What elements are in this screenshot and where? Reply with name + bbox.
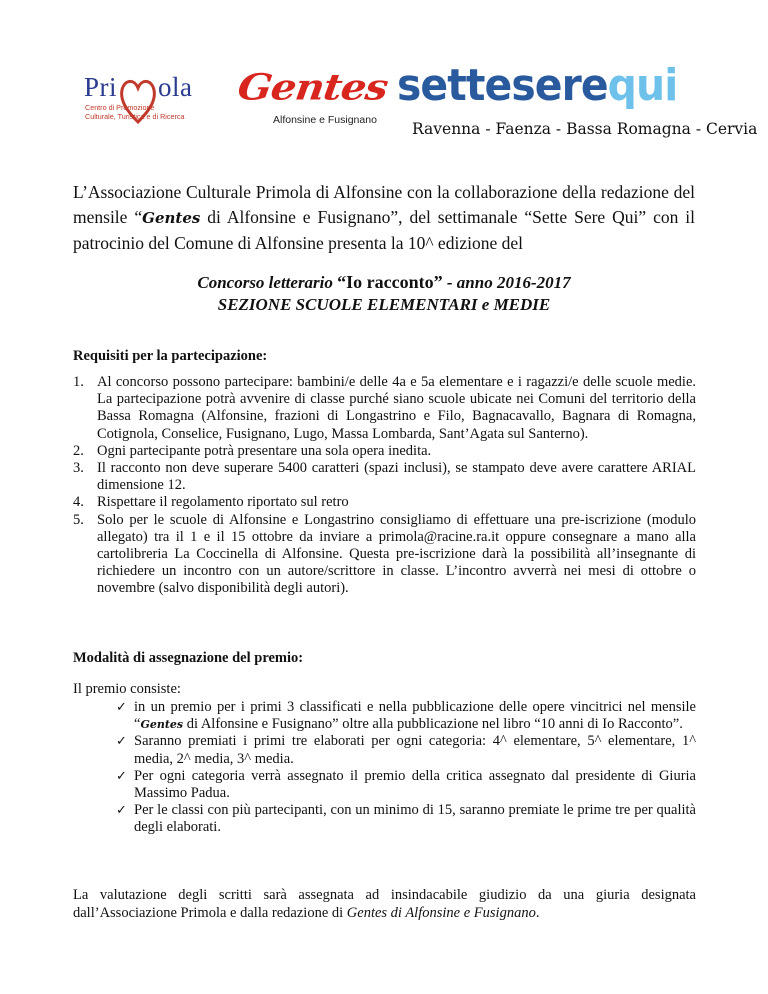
primola-subtitle-2: Culturale, Turistica e di Ricerca [85,112,185,121]
list-item: 1. Al concorso possono partecipare: bambini/e delle 4a e 5a elementare e i ragazzi/e delle scuole medie. La partecipazione potrà avvenire di classe purché siano scuole ubicate nei Comuni del territorio della Bassa Romagna (Alfonsine, frazioni di Longastrino e Filo, Bagnacavallo, Bagnara di Romagna, Cotignola, Conselice, Fusignano, Lugo, Massa Lombarda, Sant’Agata sul Santerno). [73,374,696,442]
header-logos [0,0,768,150]
award-intro: Il premio consiste: [73,681,181,697]
list-item: ✓ Saranno premiati i primi tre elaborati per ogni categoria: 4^ elementare, 5^ elementare, 1^ media, 2^ media, 3^ media. [116,733,696,767]
list-item: 4. Rispettare il regolamento riportato sul retro [73,494,349,511]
gentes-inline-logo: Gentes [142,209,201,227]
gentes-logo [235,66,391,130]
primola-logo-text-b: ola [158,72,193,102]
gentes-inline-logo: Gentes [140,718,184,732]
primola-logo-text-a: Pri [84,72,118,102]
gentes-logo-text: Gentes [235,66,391,109]
checkmark-icon: ✓ [116,768,127,784]
list-item: ✓ Per le classi con più partecipanti, con un minimo di 15, saranno premiate le prime tre per qualità degli elaborati. [116,802,696,836]
list-item: ✓ in un premio per i primi 3 classificati e nella pubblicazione delle opere vincitrici nel mensile “Gentes di Alfonsine e Fusignano” oltre alla pubblicazione nel libro “10 anni di Io Racconto”. [116,699,696,733]
primola-logo [78,72,230,130]
gentes-logo-subtitle: Alfonsine e Fusignano [273,114,377,126]
evaluation-paragraph: La valutazione degli scritti sarà assegnata ad insindacabile giudizio da una giuria designata dall’Associazione Primola e dalla redazione di Gentes di Alfonsine e Fusignano. [73,887,696,921]
award-heading: Modalità di assegnazione del premio: [73,650,304,666]
contest-section: SEZIONE SCUOLE ELEMENTARI e MEDIE [217,295,551,314]
list-item: ✓ Per ogni categoria verrà assegnato il premio della critica assegnato dal presidente di Giuria Massimo Padua. [116,767,696,802]
list-item: 2. Ogni partecipante potrà presentare una sola opera inedita. [73,442,432,459]
intro-paragraph: L’Associazione Culturale Primola di Alfonsine con la collaborazione della redazione del mensile “Gentes di Alfonsine e Fusignano”, del settimanale “Sette Sere Qui” con il patrocinio del Comune di Alfonsine presenta la 10^ edizione del [73,182,695,253]
checkmark-icon: ✓ [116,700,127,715]
settesere-logo-text: setteserequi [397,60,678,111]
award-list [116,699,696,837]
settesere-logo [397,60,737,114]
list-item: 3. Il racconto non deve superare 5400 caratteri (spazi inclusi), se stampato deve avere carattere ARIAL dimensione 12. [73,460,696,494]
requirements-heading: Requisiti per la partecipazione: [73,348,268,364]
settesere-tagline: Ravenna - Faenza - Bassa Romagna - Cervia [412,120,758,138]
checkmark-icon: ✓ [116,734,127,750]
contest-title: Concorso letterario “Io racconto” - anno 2016-2017 [197,272,571,292]
primola-subtitle-1: Centro di Promozione [85,103,155,112]
requirements-list [73,374,696,598]
checkmark-icon: ✓ [116,803,127,819]
list-item: 5. Solo per le scuole di Alfonsine e Longastrino consigliamo di effettuare una pre-iscrizione (modulo allegato) tra il 1 e il 15 ottobre da inviare a primola@racine.ra.it oppure consegnare a mano alla cartolibreria La Coccinella di Alfonsine. Questa pre-iscrizione darà la possibilità all’insegnante di richiedere un incontro con un autore/scrittore in classe. L’incontro avverrà nei mesi di ottobre o novembre (salvo disponibilità degli autori). [73,511,696,597]
